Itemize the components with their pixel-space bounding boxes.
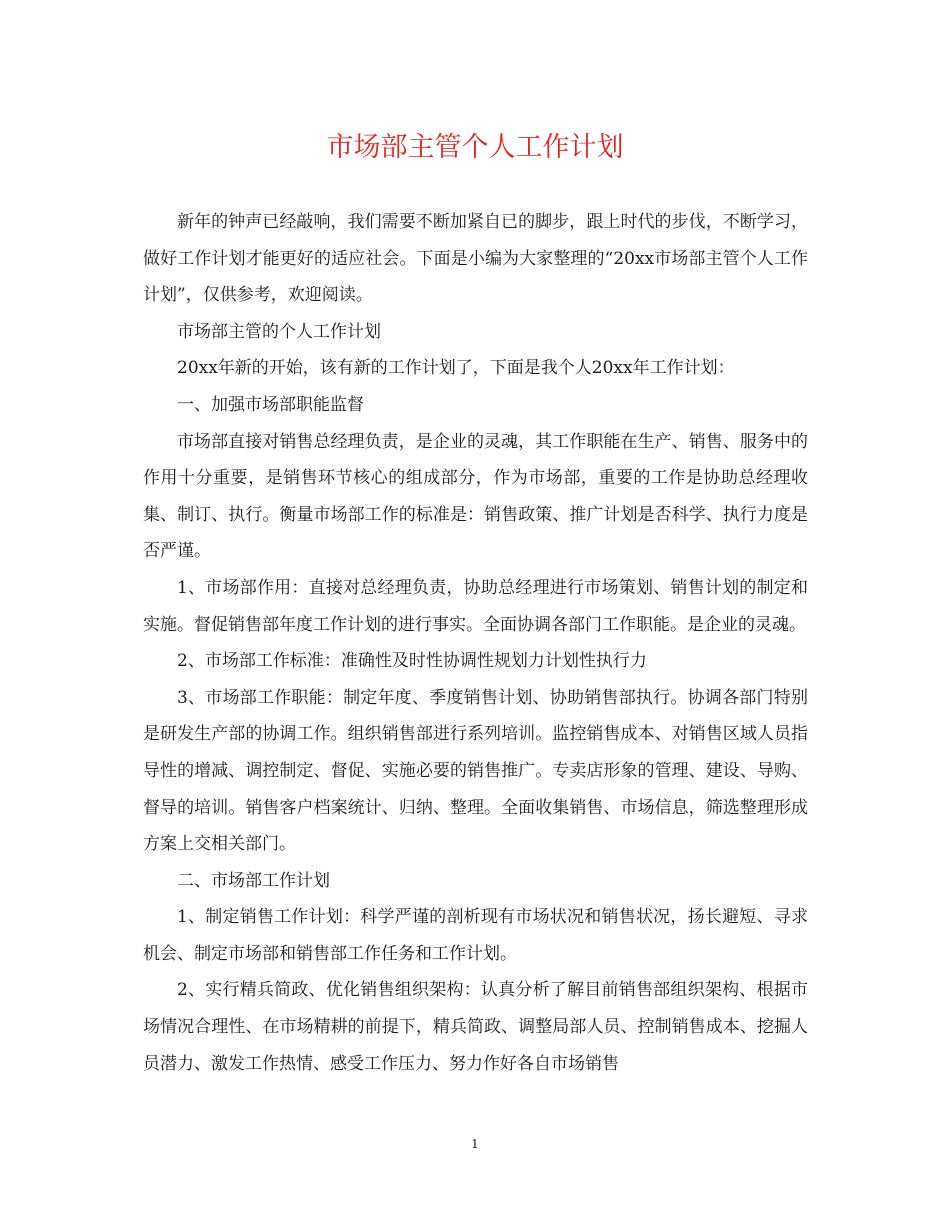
list-item-2-1: 1、制定销售工作计划：科学严谨的剖析现有市场状况和销售状况，扬长避短、寻求机会、制定市场部和销售部工作任务和工作计划。 <box>143 907 808 964</box>
paragraph-opening: 20xx年新的开始，该有新的工作计划了，下面是我个人20xx年工作计划： <box>177 358 735 379</box>
list-item-1-3: 3、市场部工作职能：制定年度、季度销售计划、协助销售部执行。协调各部门特别是研发生产部的协调工作。组织销售部进行系列培训。监控销售成本、对销售区域人员指导性的增减、调控制定、督促、实施必要的销售推广。专卖店形象的管理、建设、导购、督导的培训。销售客户档案统计、归纳、整理。全面收集销售、市场信息，筛选整理形成方案上交相关部门。 <box>143 687 808 855</box>
list-item-2-2: 2、实行精兵简政、优化销售组织架构：认真分析了解目前销售部组织架构、根据市场情况合理性、在市场精耕的前提下，精兵简政、调整局部人员、控制销售成本、挖掘人员潜力、激发工作热情、感受工作压力、努力作好各自市场销售 <box>143 980 808 1074</box>
page-number: 1 <box>471 1137 479 1151</box>
paragraph-intro: 新年的钟声已经敲响，我们需要不断加紧自已的脚步，跟上时代的步伐，不断学习，做好工作计划才能更好的适应社会。下面是小编为大家整理的“20xx市场部主管个人工作计划”，仅供参考，欢迎阅读。 <box>143 212 808 306</box>
document-body <box>143 204 808 1082</box>
section-heading-2: 二、市场部工作计划 <box>177 870 330 891</box>
list-item-1-1: 1、市场部作用：直接对总经理负责，协助总经理进行市场策划、销售计划的制定和实施。督促销售部年度工作计划的进行事实。全面协调各部门工作职能。是企业的灵魂。 <box>143 577 808 635</box>
document-title: 市场部主管个人工作计划 <box>326 132 624 163</box>
section-heading-1: 一、加强市场部职能监督 <box>177 394 364 415</box>
paragraph-section-1: 市场部直接对销售总经理负责，是企业的灵魂，其工作职能在生产、销售、服务中的作用十分重要，是销售环节核心的组成部分，作为市场部，重要的工作是协助总经理收集、制订、执行。衡量市场部工作的标准是：销售政策、推广计划是否科学、执行力度是否严谨。 <box>143 431 808 562</box>
list-item-1-2: 2、市场部工作标准：准确性及时性协调性规划力计划性执行力 <box>177 651 647 672</box>
paragraph-subtitle: 市场部主管的个人工作计划 <box>177 321 381 342</box>
